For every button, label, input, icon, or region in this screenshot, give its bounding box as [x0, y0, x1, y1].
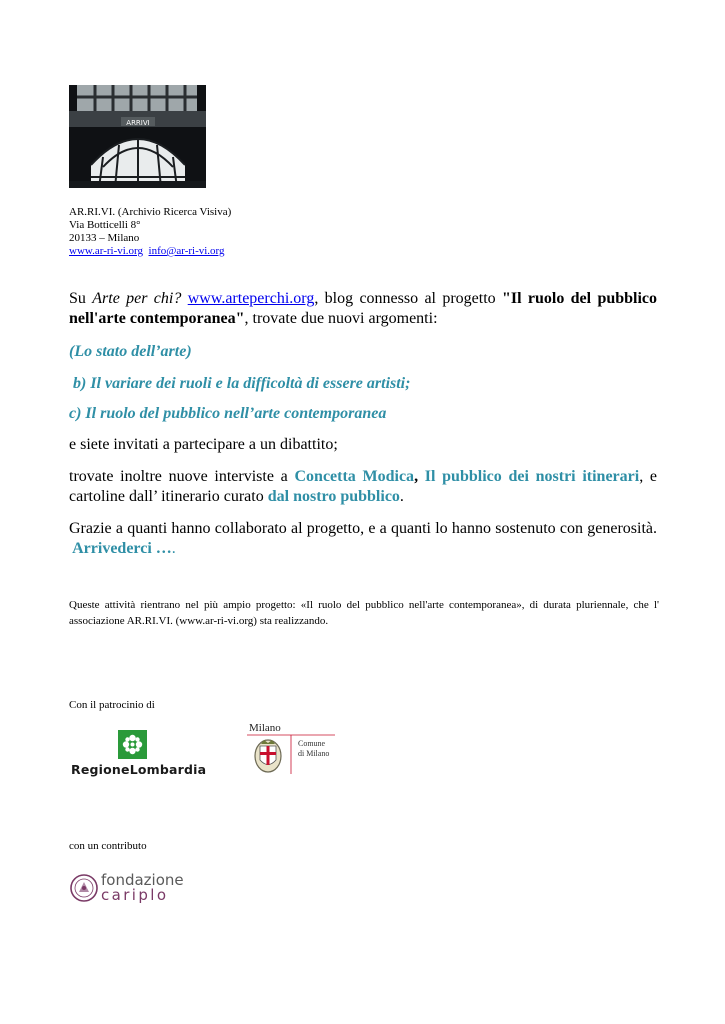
comune-milano-logo: [247, 722, 339, 776]
topic-a: (Lo stato dell’arte): [69, 343, 192, 360]
project-name: "Il ruolo del pubblico nell'arte contemporanea": [69, 290, 658, 327]
header-photo: [69, 85, 206, 188]
interview-concetta-modica: Concetta Modica: [294, 468, 415, 485]
cariplo-logo-line2: cariplo: [101, 886, 169, 904]
milano-logo-title: Milano: [249, 722, 281, 734]
cariplo-logo-line1: fondazione: [101, 871, 184, 889]
fondazione-cariplo-logo: [69, 872, 191, 904]
contribution-label: con un contributo: [69, 840, 147, 852]
email-link[interactable]: info@ar-ri-vi.org: [148, 245, 225, 257]
intro-paragraph: [69, 289, 657, 329]
farewell-text: Arrivederci …: [69, 540, 172, 557]
topic-b: b) Il variare dei ruoli e la difficoltà di essere artisti;: [69, 375, 411, 392]
invite-text: e siete invitati a partecipare a un dibattito;: [69, 436, 338, 453]
thanks-paragraph: [69, 519, 657, 559]
address-line-3: 20133 – Milano: [69, 232, 140, 244]
photo-sign-text: ARRIVI: [126, 119, 150, 127]
intro-text-2: , trovate due nuovi argomenti:: [244, 310, 438, 327]
address-line-1: AR.RI.VI. (Archivio Ricerca Visiva): [69, 206, 232, 218]
intro-text-1: , blog connesso al progetto: [314, 290, 502, 307]
cariplo-seal-icon: [69, 873, 99, 903]
intro-prefix: Su: [69, 290, 93, 307]
interviews-comma: ,: [414, 468, 419, 485]
station-arrivals-image: [69, 85, 206, 188]
interview-pubblico-itinerari: Il pubblico dei nostri itinerari: [424, 468, 640, 485]
project-note: Queste attività rientrano nel più ampio progetto: «Il ruolo del pubblico nell'arte contemporanea», di durata pluriennale, che l' associazione AR.RI.VI. (www.ar-ri-vi.org) sta realizzando.: [69, 599, 659, 627]
patronage-label: Con il patrocinio di: [69, 699, 155, 711]
milano-logo-line1: Comune: [298, 739, 326, 748]
regione-lombardia-logo: [69, 728, 207, 778]
curated-by-public: dal nostro pubblico: [267, 488, 400, 505]
interviews-end: .: [399, 488, 404, 505]
interviews-paragraph: [69, 467, 657, 507]
interviews-text-2: , e cartoline dall’ itinerario curato: [69, 468, 658, 505]
interviews-text-1: trovate inoltre nuove interviste a: [69, 468, 295, 485]
website-link[interactable]: www.ar-ri-vi.org: [69, 245, 144, 257]
farewell-trailing: .: [171, 540, 176, 557]
arteperchi-link[interactable]: www.arteperchi.org: [187, 290, 315, 307]
address-contacts: [69, 245, 225, 258]
milano-logo-line2: di Milano: [298, 749, 330, 758]
blog-name: Arte per chi?: [92, 290, 182, 307]
topic-c: c) Il ruolo del pubblico nell’arte contemporanea: [69, 405, 387, 422]
lombardia-logo-text: RegioneLombardia: [71, 762, 207, 777]
thanks-text: Grazie a quanti hanno collaborato al progetto, e a quanti lo hanno sostenuto con generosità.: [69, 520, 657, 537]
address-line-2: Via Botticelli 8°: [69, 219, 141, 231]
